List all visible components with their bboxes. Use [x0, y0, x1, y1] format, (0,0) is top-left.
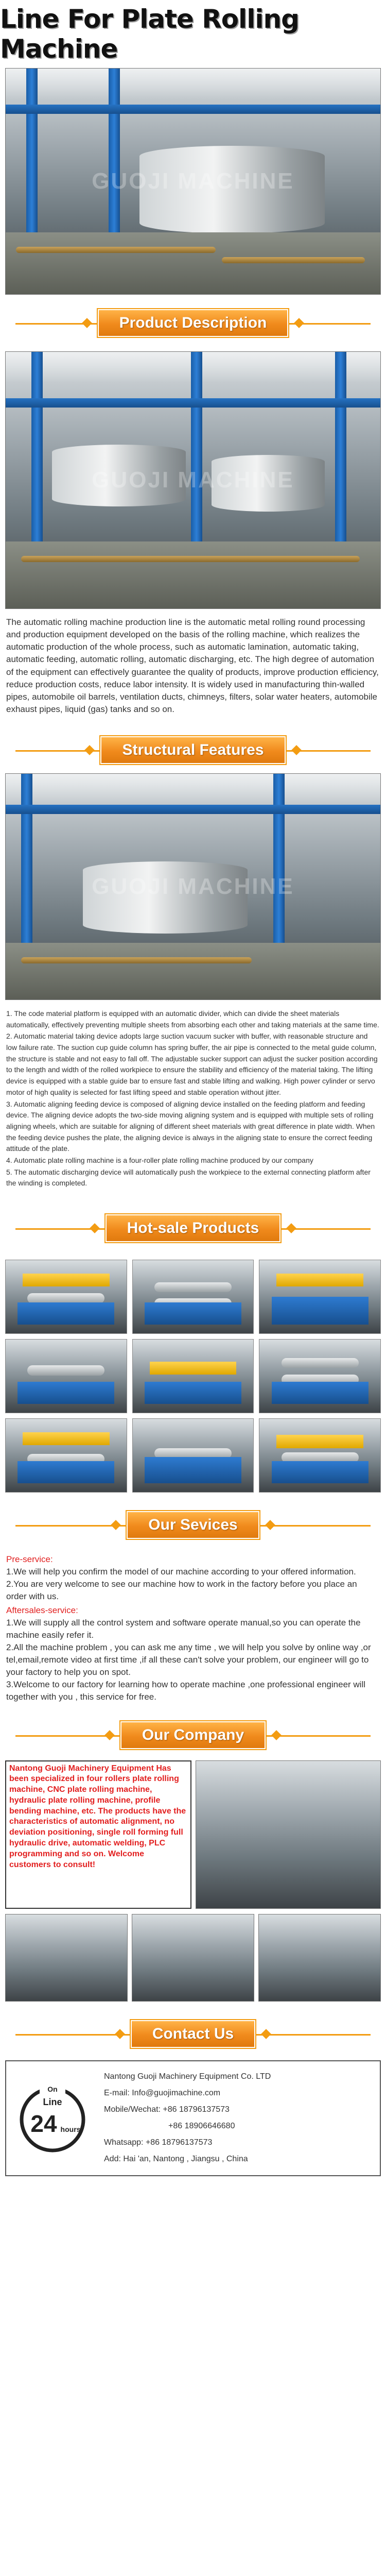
- workshop-photo: [258, 1914, 381, 2002]
- aftersales-item: 1.We will supply all the control system and software operate manual,so you can operate the machine easily refer it.: [6, 1617, 361, 1640]
- photo-watermark: GUOJI MACHINE: [92, 168, 294, 194]
- section-header-features: [0, 727, 386, 773]
- product-image[interactable]: [132, 1339, 254, 1413]
- email-value[interactable]: Info@guojimachine.com: [132, 2089, 221, 2097]
- features-photo: [5, 773, 381, 1000]
- workshop-photo: [132, 1914, 254, 2002]
- feature-item: 4. Automatic plate rolling machine is a four-roller plate rolling machine produced by our company: [6, 1156, 313, 1164]
- contact-info: [99, 2069, 380, 2167]
- page-title: Line For Plate Rolling Machine: [0, 4, 299, 64]
- photo-watermark: GUOJI MACHINE: [92, 467, 294, 493]
- mobile-label: Mobile/Wechat:: [104, 2105, 163, 2114]
- online-24-hours-badge: [6, 2079, 99, 2157]
- pre-service-item: 1.We will help you confirm the model of our machine according to your offered information.: [6, 1567, 356, 1577]
- workshop-photo: [5, 1914, 128, 2002]
- product-image[interactable]: [132, 1260, 254, 1334]
- mobile-value-2[interactable]: +86 18906646680: [168, 2122, 235, 2130]
- product-grid: [5, 1260, 381, 1493]
- section-title-services: Our Sevices: [148, 1516, 238, 1533]
- whatsapp-value[interactable]: +86 18796137573: [145, 2138, 213, 2147]
- section-title-features: Structural Features: [122, 741, 264, 758]
- company-photo-strip: [5, 1914, 381, 2002]
- description-photo: [5, 351, 381, 609]
- badge-number-text: 24: [30, 2110, 57, 2137]
- title-bar: [0, 0, 386, 68]
- badge-line-text: Line: [43, 2097, 62, 2107]
- section-title-description: Product Description: [119, 314, 267, 331]
- badge-on-text: On: [47, 2085, 58, 2093]
- address-value: Hai 'an, Nantong , Jiangsu , China: [123, 2155, 248, 2163]
- product-image[interactable]: [5, 1418, 127, 1493]
- section-header-products: [0, 1200, 386, 1257]
- company-description: Nantong Guoji Machinery Equipment Has been specialized in four rollers plate rolling machine, CNC plate rolling machine, hydraulic plate rolling machine, profile bending machine, etc. The products have the characteristics of automatic alignment, no deviation positioning, single roll forming full hydraulic drive, automatic welding, PLC programming and so on. Welcome customers to consult!: [5, 1760, 191, 1909]
- company-photo: [196, 1760, 381, 1909]
- description-text: The automatic rolling machine production line is the automatic metal rolling round processing and production equipment developed on the basis of the rolling machine, which realizes the automatic production of the whole process, such as automatic lamination, automatic taking, automatic feeding, automatic rolling, automatic discharging, etc. The high degree of automation of the equipment can effectively guarantee the quality of products, improve production efficiency, reduce production costs, reduce labor intensity. It is widely used in manufacturing thin-walled pipes, automobile oil barrels, ventilation ducts, chimneys, filters, solar water heaters, automobile exhaust pipes, liquid (gas) tanks and so on.: [6, 617, 379, 714]
- email-label: E-mail:: [104, 2089, 132, 2097]
- product-image[interactable]: [5, 1260, 127, 1334]
- product-image[interactable]: [132, 1418, 254, 1493]
- aftersales-item: 3.Welcome to our factory for learning how to operate machine ,one professional engineer will together with you , this service for free.: [6, 1680, 366, 1702]
- product-image[interactable]: [259, 1418, 381, 1493]
- hero-photo: [5, 68, 381, 295]
- features-list: [0, 1000, 386, 1200]
- company-name: Nantong Guoji Machinery Equipment Co. LTD: [104, 2072, 271, 2081]
- badge-hours-text: hours: [60, 2125, 81, 2133]
- company-intro: [5, 1760, 381, 1909]
- contact-card: [5, 2060, 381, 2176]
- section-header-services: [0, 1502, 386, 1548]
- whatsapp-label: Whatsapp:: [104, 2138, 146, 2147]
- section-header-description: [0, 295, 386, 351]
- section-header-company: [0, 1712, 386, 1758]
- section-title-contact: Contact Us: [152, 2025, 234, 2042]
- section-header-contact: [0, 2011, 386, 2057]
- aftersales-label: Aftersales-service:: [6, 1605, 78, 1615]
- feature-item: 2. Automatic material taking device adopts large suction vacuum sucker with buffer, with reasonable structure and low failure rate. The suction cup guide column has spring buffer, the air pipe is connected to the metal guide column, the structure is stable and not easy to fall off. The adjustable sucker support can adjust the sucker position according to the length and width of the rolled workpiece to ensure the stability and efficiency of the material taking. The lifting device is equipped with a stable guide bar to ensure fast and stable lifting and walking. High power cylinder or servo motor of high quality is selected for fast lifting speed and stable operation without jitter.: [6, 1032, 378, 1096]
- product-image[interactable]: [5, 1339, 127, 1413]
- address-label: Add:: [104, 2155, 124, 2163]
- pre-service-label: Pre-service:: [6, 1554, 53, 1564]
- section-title-products: Hot-sale Products: [127, 1219, 259, 1236]
- mobile-value-1[interactable]: +86 18796137573: [163, 2105, 230, 2114]
- clock-icon: [14, 2079, 91, 2157]
- photo-watermark: GUOJI MACHINE: [92, 874, 294, 899]
- product-image[interactable]: [259, 1339, 381, 1413]
- feature-item: 5. The automatic discharging device will automatically push the workpiece to the external connecting platform after the winding is completed.: [6, 1167, 371, 1188]
- section-title-company: Our Company: [142, 1726, 244, 1743]
- feature-item: 1. The code material platform is equipped with an automatic divider, which can divide the sheet materials automatically, effectively preventing multiple sheets from absorbing each other and taking materials at the same time.: [6, 1009, 379, 1029]
- services-block: [0, 1548, 386, 1712]
- aftersales-item: 2.All the machine problem , you can ask me any time , we will help you solve by online way ,or tel,email,remote video at first time ,if all these can't solve your problem, our engineer will go to your factory to help you on spot.: [6, 1642, 371, 1677]
- pre-service-item: 2.You are very welcome to see our machine how to work in the factory before you place an order with us.: [6, 1579, 357, 1602]
- product-image[interactable]: [259, 1260, 381, 1334]
- feature-item: 3. Automatic aligning feeding device is composed of aligning device installed on the feeding platform and feeding device. The aligning device adopts the two-side moving aligning system and is equipped with multiple sets of rolling aligning wheels, which are suitable for aligning of different sheet materials with great difference in plate width. When the feeding device pushes the plate, the aligning device is always in the aligning state to ensure the correct feeding attitude of the plate.: [6, 1099, 375, 1153]
